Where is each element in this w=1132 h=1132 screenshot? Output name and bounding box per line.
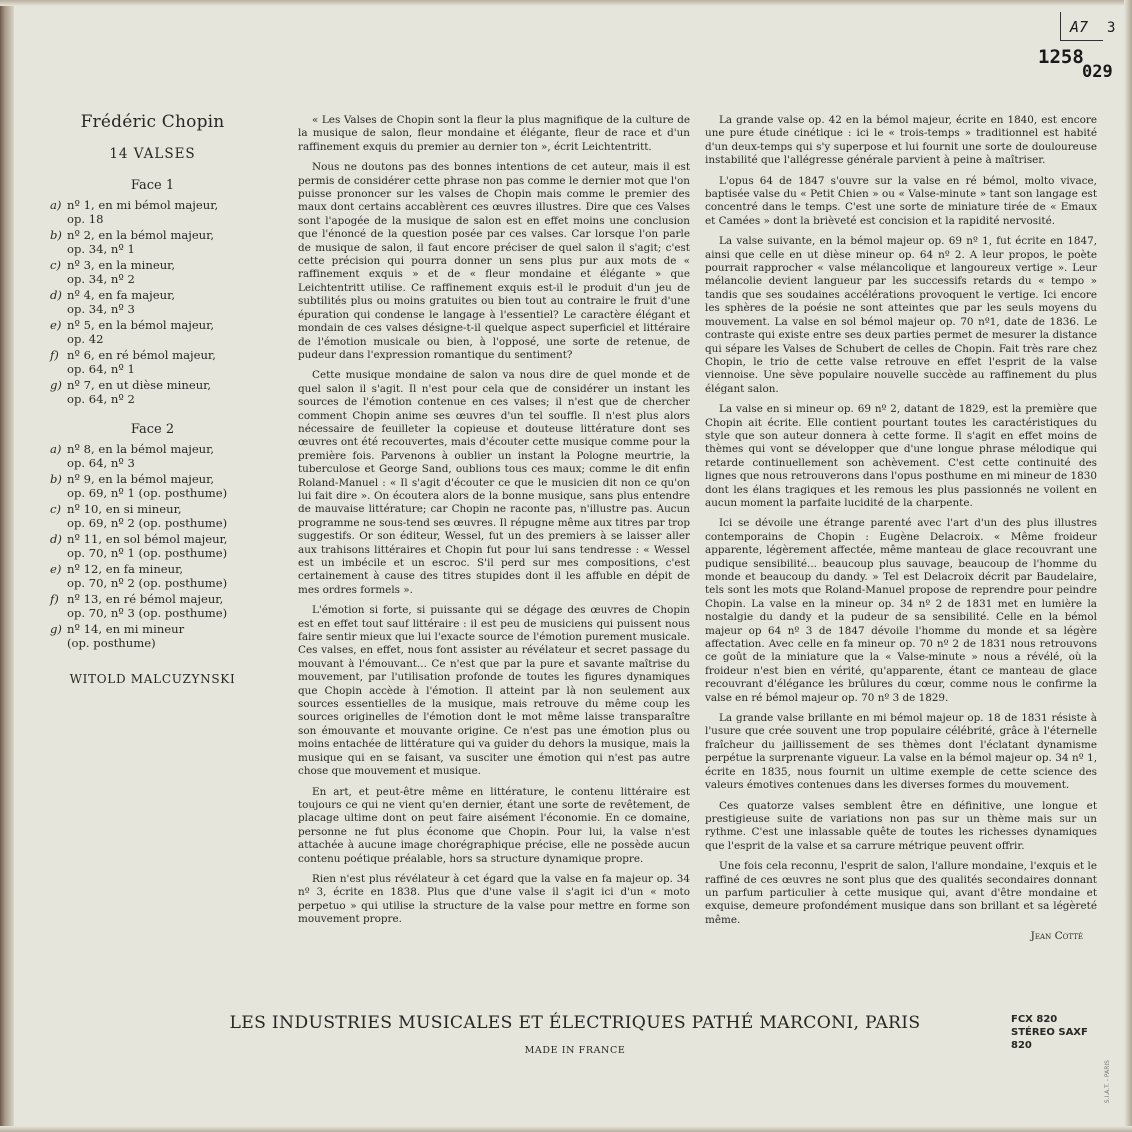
track-opus: op. 70, nº 3 (op. posthume)	[67, 606, 228, 620]
track-item	[50, 592, 255, 620]
paragraph: En art, et peut-être même en littérature, le contenu littéraire est toujours ce qui ne vient qu'en dernier, étant une sorte de revêtement, de placage ultime dont on peut faire aisément l'économie. En ce domaine, personne ne fut plus économe que Chopin. Pour lui, la valse n'est attachée à aucune image chorégraphique précise, elle ne possède aucun contenu poétique préalable, hors sa structure dynamique propre.	[298, 785, 690, 865]
track-text	[67, 318, 255, 346]
track-item	[50, 532, 255, 560]
track-opus: op. 69, nº 2 (op. posthume)	[67, 516, 228, 530]
track-letter: f)	[50, 592, 59, 606]
track-text	[67, 472, 255, 500]
track-item	[50, 348, 255, 376]
sleeve-right-edge	[1124, 0, 1132, 1132]
paragraph: « Les Valses de Chopin sont la fleur la plus magnifique de la culture de la musique de salon, fleur mondaine et élégante, fleur de race et d'un raffinement exquis du premier au dernier ton », écrit Leichtentritt.	[298, 114, 690, 153]
paragraph: Rien n'est plus révélateur à cet égard que la valse en fa majeur op. 34 nº 3, écrite en 1838. Plus que d'une valse il s'agit ici d'un « moto perpetuo » qui utilise la structure de la valse pour mettre en forme son mouvement propre.	[298, 872, 690, 926]
track-item	[50, 198, 255, 226]
track-title: nº 3, en la mineur,	[67, 258, 176, 272]
track-letter: d)	[50, 288, 62, 302]
handwritten-note-a7: A7	[1070, 18, 1089, 36]
catalog-stereo: STÉREO SAXF 820	[1011, 1027, 1088, 1051]
track-letter: b)	[50, 228, 62, 242]
track-letter: c)	[50, 258, 62, 272]
track-item	[50, 378, 255, 406]
track-opus: op. 18	[67, 212, 104, 226]
track-opus: op. 42	[67, 332, 104, 346]
track-opus: op. 64, nº 1	[67, 362, 135, 376]
track-text	[67, 228, 255, 256]
track-title: nº 4, en fa majeur,	[67, 288, 176, 302]
track-item	[50, 622, 255, 650]
track-text	[67, 532, 255, 560]
sleeve-bottom-edge	[0, 1126, 1132, 1132]
face-1-tracklist	[50, 198, 255, 406]
made-in-france: MADE IN FRANCE	[524, 1045, 626, 1056]
paragraph: La valse suivante, en la bémol majeur op. 69 nº 1, fut écrite en 1847, ainsi que celle en ut dièse mineur op. 64 nº 2. A leur propos, le poète pourrait rapprocher « valse mélancolique et langoureux vertige ». Leur mélancolie devient langueur par les successifs retards du « tempo » tandis que ses soudaines accélérations provoquent le vertige. Ici encore les sphères de la poésie ne sont atteintes que par les seuls moyens du mouvement. La valse en sol bémol majeur op. 70 nº1, date de 1836. Le contraste qui existe entre ses deux parties permet de mesurer la distance qui sépare les Valses de Schubert de celles de Chopin. Fait très rare chez Chopin, le trio de cette valse retrouve en effet l'esprit de la valse viennoise. Une sève populaire nouvelle succède au raffinement du plus élégant salon.	[705, 235, 1097, 395]
paragraph: L'émotion si forte, si puissante qui se dégage des œuvres de Chopin est en effet tout sauf littéraire : il est peu de musiciens qui puissent nous faire sentir mieux que lui l'exacte source de l'émotion purement musicale. Ces valses, en effet, nous font assister au révélateur et secret passage du mouvant à l'émouvant... Ce n'est que par la pure et savante maîtrise du mouvement, par l'utilisation profonde de toutes les figures dynamiques que Chopin accède à l'émotion. Il atteint par là non seulement aux sources essentielles de la musique, mais retrouve du même coup les sources originelles de l'émotion dont le mot même laisse transparaître son émouvante et mouvante origine. Ce n'est pas une émotion plus ou moins entachée de littérature qui va guider du dehors la musique, mais la musique qui en se faisant, va susciter une émotion qui n'est pas autre chose que mouvement et musique.	[298, 604, 690, 778]
track-item	[50, 502, 255, 530]
track-title: nº 9, en la bémol majeur,	[67, 472, 215, 486]
track-opus: (op. posthume)	[67, 636, 156, 650]
paragraph: Ces quatorze valses semblent être en définitive, une longue et prestigieuse suite de variations non pas sur un thème mais sur un rythme. C'est une inlassable quête de toutes les richesses dynamiques que l'esprit de la valse et sa carrure métrique peuvent offrir.	[705, 799, 1097, 852]
track-opus: op. 34, nº 3	[67, 302, 135, 316]
liner-notes-right-paragraphs	[705, 114, 1097, 927]
track-text	[67, 442, 255, 470]
composer-name: Frédéric Chopin	[80, 112, 225, 132]
track-title: nº 2, en la bémol majeur,	[67, 228, 215, 242]
track-letter: d)	[50, 532, 62, 546]
track-letter: c)	[50, 502, 62, 516]
track-text	[67, 592, 255, 620]
author-signature: Jean Cotté	[1030, 930, 1083, 943]
track-item	[50, 472, 255, 500]
publisher-line: LES INDUSTRIES MUSICALES ET ÉLECTRIQUES PATHÉ MARCONI, PARIS	[229, 1013, 921, 1033]
track-title: nº 7, en ut dièse mineur,	[67, 378, 212, 392]
catalog-mono: FCX 820	[1011, 1014, 1058, 1025]
face-2-tracklist	[50, 442, 255, 650]
face-1-heading: Face 1	[130, 178, 175, 193]
paragraph: Cette musique mondaine de salon va nous dire de quel monde et de quel salon il s'agit. Il n'est pour cela que de considérer un instant les sources de l'émotion contenue en ces valses; il n'est que de chercher comment Chopin anime ses œuvres d'un tel souffle. Il n'est plus alors nécessaire de feuilleter la copieuse et douteuse littérature dont ses œuvres ont été recouvertes, mais d'écouter cette musique comme pour la première fois. Parvenons à oublier un instant la Pologne meurtrie, la tuberculose et George Sand, oublions tous ces maux; comme le dit enfin Roland-Manuel : « Il s'agit d'écouter ce que le musicien dit non ce qu'on lui fait dire ». On écoutera alors de la bonne musique, sans plus entendre de mauvaise littérature; car Chopin ne raconte pas, n'illustre pas. Aucun programme ne sous-tend ses œuvres. Il répugne même aux titres par trop suggestifs. Or son éditeur, Wessel, fut un des premiers à se laisser aller aux trahisons littéraires et Chopin fut pour lui sans tendresse : « Wessel est un imbécile et un escroc. S'il perd sur mes compositions, c'est certainement à cause des titres stupides dont il les affuble en dépit de mes ordres formels ».	[298, 369, 690, 596]
track-item	[50, 318, 255, 346]
face-2-heading: Face 2	[130, 422, 175, 437]
track-letter: g)	[50, 622, 62, 636]
track-text	[67, 562, 255, 590]
track-item	[50, 228, 255, 256]
track-text	[67, 198, 255, 226]
paragraph: Ici se dévoile une étrange parenté avec l'art d'un des plus illustres contemporains de Chopin : Eugène Delacroix. « Même froideur apparente, légèrement affectée, même manteau de glace recouvrant une pudique sensibilité... beaucoup plus sauvage, beaucoup de l'homme du monde et beaucoup du dandy. » Tel est Delacroix décrit par Baudelaire, tels sont les mots que Roland-Manuel propose de reprendre pour peindre Chopin. La valse en la mineur op. 34 nº 2 de 1831 met en lumière la nostalgie du dandy et la pudeur de sa sensibilité. Celle en la bémol majeur op 64 nº 3 de 1847 dévoile l'homme du monde et sa légère affectation. Avec celle en fa mineur op. 70 nº 2 de 1831 nous retrouvons ce goût de la miniature que la « Valse-minute » nous a révélé, où la froideur n'est bien en vérité, qu'apparente, étant ce manteau de glace recouvrant d'élégance les brûlures du cœur, comme nous le confirme la valse en ré bémol majeur op. 70 nº 3 de 1829.	[705, 517, 1097, 704]
track-item	[50, 288, 255, 316]
track-item	[50, 562, 255, 590]
track-title: nº 1, en mi bémol majeur,	[67, 198, 219, 212]
track-text	[67, 502, 255, 530]
track-letter: f)	[50, 348, 59, 362]
track-text	[67, 378, 255, 406]
paragraph: La grande valse brillante en mi bémol majeur op. 18 de 1831 résiste à l'usure que crée souvent une trop populaire célébrité, grâce à l'éternelle fraîcheur du jaillissement de ses thèmes dont l'éclatant dynamisme perpétue la surprenante vigueur. La valse en la bémol majeur op. 34 nº 1, écrite en 1835, nous fournit un ultime exemple de cette science des valeurs émotives contenues dans les diverses formes du mouvement.	[705, 712, 1097, 792]
track-title: nº 11, en sol bémol majeur,	[67, 532, 228, 546]
catalog-numbers	[1011, 1013, 1101, 1052]
track-letter: e)	[50, 318, 62, 332]
liner-notes-column-right	[705, 114, 1097, 944]
performer-name: WITOLD MALCUZYNSKI	[69, 672, 236, 686]
track-opus: op. 70, nº 2 (op. posthume)	[67, 576, 228, 590]
liner-notes-column-middle	[298, 114, 690, 934]
paragraph: La grande valse op. 42 en la bémol majeur, écrite en 1840, est encore une pure étude cinétique : ici le « trois-temps » traditionnel est habité d'un deux-temps qui s'y superpose et lui fournit une sorte de douloureuse instabilité que l'allégresse générale parvient à peine à maîtriser.	[705, 114, 1097, 167]
track-title: nº 10, en si mineur,	[67, 502, 182, 516]
track-title: nº 12, en fa mineur,	[67, 562, 184, 576]
track-text	[67, 348, 255, 376]
track-letter: e)	[50, 562, 62, 576]
track-opus: op. 64, nº 2	[67, 392, 135, 406]
track-opus: op. 34, nº 2	[67, 272, 135, 286]
track-opus: op. 64, nº 3	[67, 456, 135, 470]
track-text	[67, 258, 255, 286]
track-letter: b)	[50, 472, 62, 486]
paragraph: La valse en si mineur op. 69 nº 2, datant de 1829, est la première que Chopin ait écrite. Elle contient pourtant toutes les caractéristiques du style que son auteur donnera à cette forme. Il s'agit en effet moins de thèmes qui vont se développer que d'une longue phrase mélodique qui retarde continuellement son achèvement. C'est cette continuité des lignes que nous retrouverons dans l'opus posthume en mi mineur de 1830 dont les élans tragiques et les remous les plus passionnés ne voilent en aucun moment la parfaite lucidité de la charpente.	[705, 403, 1097, 509]
track-text	[67, 288, 255, 316]
track-title: nº 5, en la bémol majeur,	[67, 318, 215, 332]
track-letter: g)	[50, 378, 62, 392]
track-text	[67, 622, 255, 650]
handwritten-note-3: 3	[1107, 20, 1116, 36]
track-title: nº 6, en ré bémol majeur,	[67, 348, 216, 362]
sleeve-top-edge	[0, 0, 1132, 6]
track-opus: op. 70, nº 1 (op. posthume)	[67, 546, 228, 560]
handwritten-note-029: 029	[1082, 62, 1113, 82]
track-opus: op. 69, nº 1 (op. posthume)	[67, 486, 228, 500]
sleeve-left-edge	[0, 0, 14, 1132]
track-opus: op. 34, nº 1	[67, 242, 135, 256]
track-title: nº 14, en mi mineur	[67, 622, 185, 636]
track-letter: a)	[50, 198, 62, 212]
paragraph: Nous ne doutons pas des bonnes intentions de cet auteur, mais il est permis de considérer cette phrase non pas comme le dernier mot que l'on puisse prononcer sur les valses de Chopin mais comme le premier des maux dont certains accablèrent ces œuvres illustres. Dire que ces Valses sont l'apogée de la musique de salon est en effet moins une conclusion que l'énoncé de la question posée par ces valses. Car lorsque l'on parle de musique de salon, il faut encore préciser de quel salon il s'agit; c'est cette précision qui pourra donner un sens plus pur aux mots de « raffinement exquis » et de « fleur mondaine et élégante » que Leichtentritt utilise. Ce raffinement exquis est-il le produit d'un jeu de subtilités plus ou moins gratuites ou bien tout au contraire le fruit d'une épuration qui condense le langage à l'essentiel? Le caractère élégant et mondain de ces valses désigne-t-il quelque aspect superficiel et littéraire de l'émotion musicale ou bien, à l'opposé, une sorte de retenue, de pudeur dans l'expression romantique du sentiment?	[298, 161, 690, 361]
track-title: nº 13, en ré bémol majeur,	[67, 592, 224, 606]
paragraph: Une fois cela reconnu, l'esprit de salon, l'allure mondaine, l'exquis et le raffiné de ces œuvres ne sont plus que des qualités secondaires donnant un parfum particulier à cette musique qui, avant d'être mondaine et exquise, demeure profondément musique dans son brillant et sa légèreté même.	[705, 860, 1097, 926]
handwritten-note-1258: 1258	[1038, 46, 1084, 68]
tracklist-column	[50, 112, 255, 686]
track-title: nº 8, en la bémol majeur,	[67, 442, 215, 456]
work-title: 14 VALSES	[109, 146, 196, 162]
paragraph: L'opus 64 de 1847 s'ouvre sur la valse en ré bémol, molto vivace, baptisée valse du « Petit Chien » ou « Valse-minute » tant son langage est concentré dans le temps. C'est une sorte de miniature tirée de « Emaux et Camées » dont la brièveté est concision et la rapidité nervosité.	[705, 174, 1097, 227]
track-item	[50, 442, 255, 470]
printer-credit: S.I.A.T. - PARIS	[1104, 1060, 1111, 1104]
track-item	[50, 258, 255, 286]
track-letter: a)	[50, 442, 62, 456]
